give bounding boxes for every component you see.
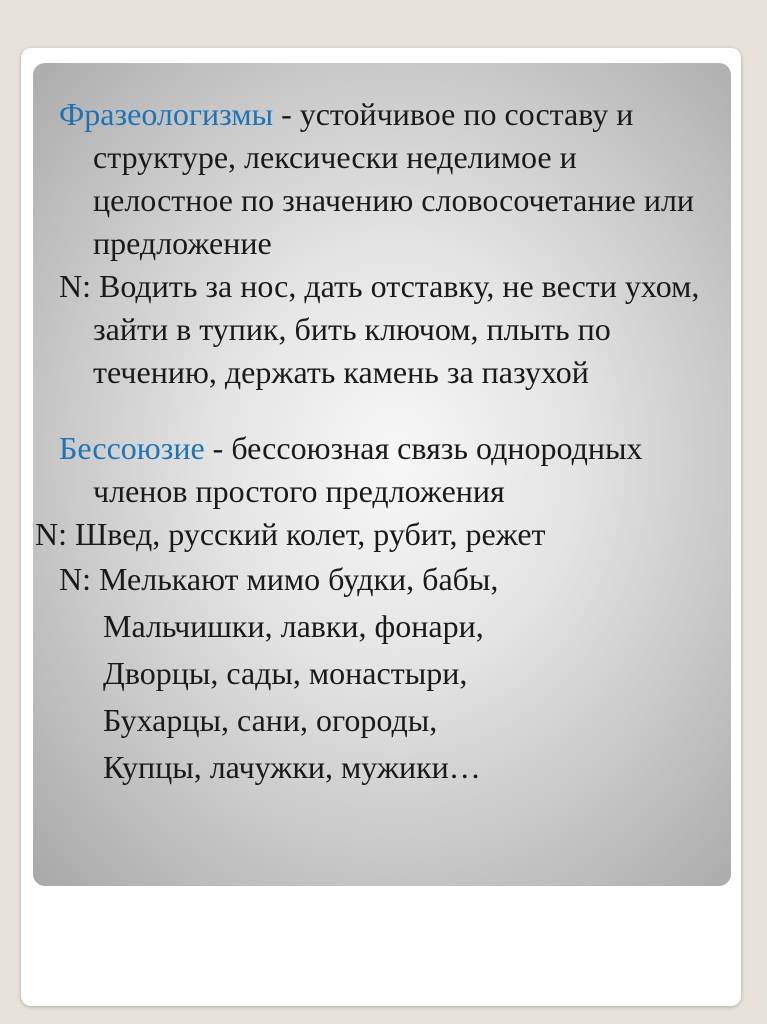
content-panel (33, 63, 731, 886)
slide-content (35, 93, 719, 791)
slide (21, 48, 741, 1006)
term-separator: - (204, 430, 232, 466)
spacer (59, 394, 719, 427)
example-marker: N (59, 268, 83, 304)
term-separator: - (273, 96, 300, 132)
example-text: : Водить за нос, дать отставку, не вести ухом, зайти в тупик, бить ключом, плыть по течению, держать камень за пазухой (82, 268, 700, 390)
term-phraseologisms: Фразеологизмы (59, 96, 274, 132)
definition-phraseologisms (59, 93, 719, 265)
example-marker: N (35, 516, 59, 552)
example-asyndeton-1 (35, 513, 719, 556)
poem-line: Купцы, лачужки, мужики… (103, 749, 481, 785)
poem-line-first: : Мелькают мимо будки, бабы, (82, 561, 499, 597)
poem-line: Мальчишки, лавки, фонари, (103, 608, 484, 644)
definition-text: устойчивое по составу и структуре, лексически неделимое и целостное по значению словосочетание или предложение (93, 96, 695, 261)
poem-line: Бухарцы, сани, огороды, (103, 702, 438, 738)
example-asyndeton-2 (59, 556, 719, 603)
example-marker: N (59, 561, 83, 597)
example-phraseologisms (59, 265, 719, 394)
example-text: : Швед, русский колет, рубит, режет (58, 516, 546, 552)
poem-line: Дворцы, сады, монастыри, (103, 655, 468, 691)
definition-text: бессоюзная связь однородных членов простого предложения (93, 430, 643, 509)
definition-asyndeton (59, 427, 719, 513)
term-asyndeton: Бессоюзие (59, 430, 205, 466)
